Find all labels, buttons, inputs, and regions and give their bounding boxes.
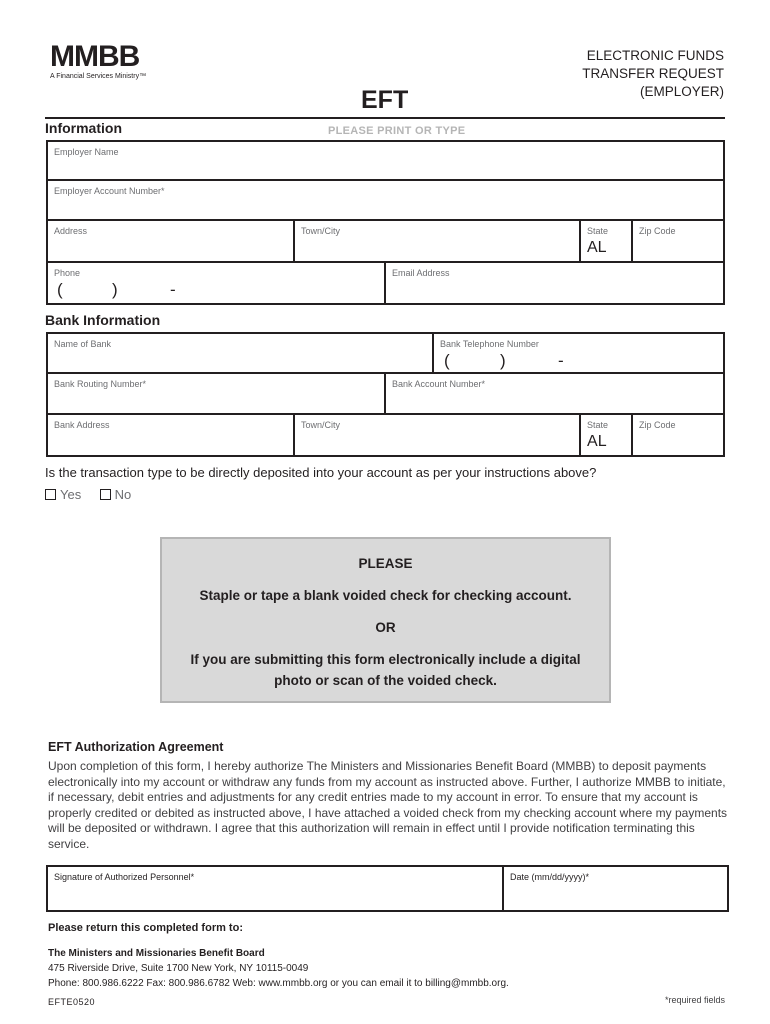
phone-field[interactable] bbox=[47, 262, 385, 304]
title-line-3: (EMPLOYER) bbox=[639, 84, 724, 99]
bank-phone-open-paren: ( bbox=[444, 351, 450, 370]
zip-code-field[interactable] bbox=[632, 220, 724, 262]
bank-zip-code-field[interactable] bbox=[632, 414, 724, 456]
bank-phone-close-paren: ) bbox=[500, 351, 506, 370]
mmbb-logo: MMBB bbox=[50, 40, 140, 73]
bank-address-label: Bank Address bbox=[54, 420, 110, 430]
state-label: State bbox=[587, 226, 609, 236]
information-heading: Information bbox=[45, 120, 122, 136]
yes-label: Yes bbox=[60, 487, 82, 502]
voided-check-notice bbox=[160, 537, 611, 703]
bank-routing-number-field[interactable] bbox=[47, 373, 385, 414]
phone-label: Phone bbox=[54, 268, 81, 278]
signature-table bbox=[46, 865, 729, 912]
phone-open-paren: ( bbox=[57, 280, 63, 299]
notice-electronic: If you are submitting this form electronically include a digital bbox=[190, 652, 581, 667]
contact-info: Phone: 800.986.6222 Fax: 800.986.6782 Web: www.mmbb.org or you can email it to billing@mmbb.org. bbox=[48, 978, 509, 989]
form-name: EFT bbox=[361, 86, 409, 114]
phone-dash: - bbox=[170, 280, 176, 299]
print-hint: PLEASE PRINT OR TYPE bbox=[328, 125, 466, 137]
bank-telephone-label: Bank Telephone Number bbox=[440, 339, 539, 349]
employer-name-label: Employer Name bbox=[54, 147, 119, 157]
title-line-1: ELECTRONIC FUNDS bbox=[586, 48, 724, 63]
yes-checkbox[interactable] bbox=[45, 489, 56, 500]
form-title bbox=[582, 47, 724, 101]
bank-information-heading: Bank Information bbox=[45, 312, 161, 328]
bank-name-field[interactable] bbox=[47, 333, 433, 373]
bank-phone-dash: - bbox=[558, 351, 564, 370]
notice-please: PLEASE bbox=[358, 556, 413, 571]
state-field[interactable] bbox=[580, 220, 632, 262]
signature-field[interactable] bbox=[47, 866, 503, 911]
transaction-options bbox=[45, 486, 131, 504]
email-label: Email Address bbox=[392, 268, 450, 278]
agreement-heading: EFT Authorization Agreement bbox=[48, 740, 224, 754]
employer-account-number-field[interactable] bbox=[47, 180, 724, 220]
bank-account-number-label: Bank Account Number* bbox=[392, 379, 486, 389]
agreement-body: Upon completion of this form, I hereby authorize The Ministers and Missionaries Benefit Board (MMBB) to deposit payments electronically into my account or withdraw any funds from my account as instructed above. Further, I authorize MMBB to initiate, if necessary, debit entries and adjustments for any credit entries made to my account in error. To ensure that my account is properly credited or debited as instructed above, I have attached a voided check from my checking account where my payments will be deposited or withdrawn. I agree that this authorization will remain in effect until I provide notification terminating this service. bbox=[48, 759, 728, 851]
logo-tagline: A Financial Services Ministry™ bbox=[50, 73, 147, 80]
address-label: Address bbox=[54, 226, 88, 236]
header-divider bbox=[45, 117, 725, 119]
notice-or: OR bbox=[375, 620, 396, 635]
no-label: No bbox=[114, 487, 132, 502]
return-heading: Please return this completed form to: bbox=[48, 922, 243, 934]
email-field[interactable] bbox=[385, 262, 724, 304]
bank-zip-code-label: Zip Code bbox=[639, 420, 676, 430]
street-address: 475 Riverside Drive, Suite 1700 New York, NY 10115-0049 bbox=[48, 963, 309, 974]
town-city-field[interactable] bbox=[294, 220, 580, 262]
town-city-label: Town/City bbox=[301, 226, 341, 236]
address-field[interactable] bbox=[47, 220, 294, 262]
bank-state-label: State bbox=[587, 420, 609, 430]
employer-name-field[interactable] bbox=[47, 141, 724, 180]
date-label: Date (mm/dd/yyyy)* bbox=[510, 872, 590, 882]
notice-staple: Staple or tape a blank voided check for checking account. bbox=[199, 588, 572, 603]
bank-name-label: Name of Bank bbox=[54, 339, 112, 349]
zip-code-label: Zip Code bbox=[639, 226, 676, 236]
no-checkbox[interactable] bbox=[100, 489, 111, 500]
bank-telephone-field[interactable] bbox=[433, 333, 724, 373]
state-value: AL bbox=[587, 239, 607, 256]
information-table bbox=[46, 140, 725, 305]
bank-information-table bbox=[46, 332, 725, 457]
bank-state-field[interactable] bbox=[580, 414, 632, 456]
signature-label: Signature of Authorized Personnel* bbox=[54, 872, 195, 882]
transaction-question: Is the transaction type to be directly deposited into your account as per your instructions above? bbox=[45, 465, 597, 480]
bank-account-number-field[interactable] bbox=[385, 373, 724, 414]
required-fields-note: *required fields bbox=[664, 995, 725, 1005]
date-field[interactable] bbox=[503, 866, 728, 911]
bank-town-city-field[interactable] bbox=[294, 414, 580, 456]
bank-address-field[interactable] bbox=[47, 414, 294, 456]
employer-account-number-label: Employer Account Number* bbox=[54, 186, 165, 196]
notice-photo: photo or scan of the voided check. bbox=[274, 673, 497, 688]
bank-routing-number-label: Bank Routing Number* bbox=[54, 379, 147, 389]
organization-name: The Ministers and Missionaries Benefit Board bbox=[48, 948, 265, 959]
form-code: EFTE0520 bbox=[48, 997, 96, 1007]
bank-town-city-label: Town/City bbox=[301, 420, 341, 430]
return-address bbox=[48, 946, 509, 991]
bank-state-value: AL bbox=[587, 433, 607, 450]
title-line-2: TRANSFER REQUEST bbox=[582, 66, 724, 81]
phone-close-paren: ) bbox=[112, 280, 118, 299]
